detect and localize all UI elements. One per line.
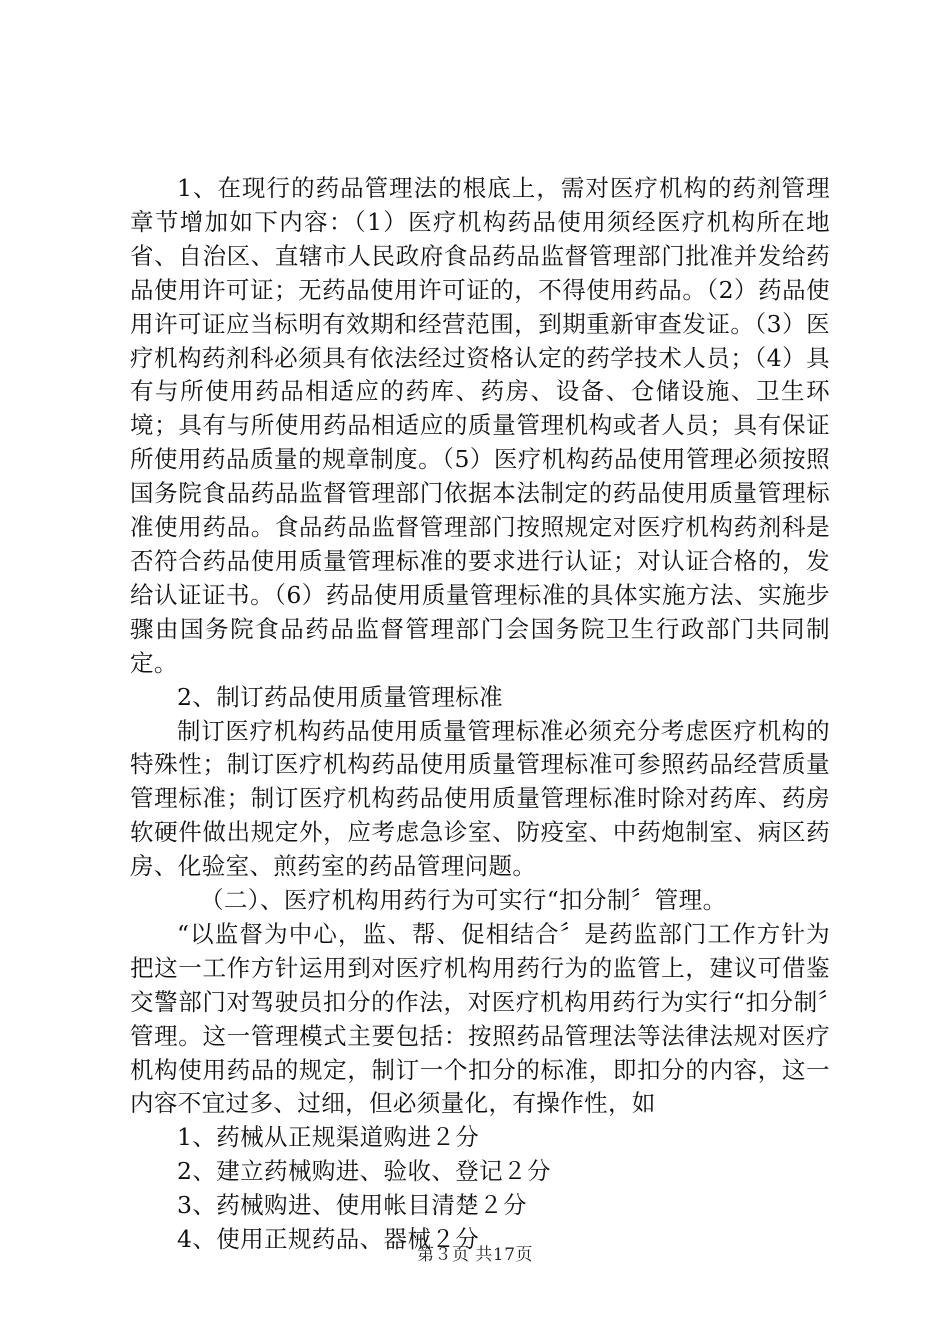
paragraph-drug-law-amendment: 1、在现行的药品管理法的根底上，需对医疗机构的药剂管理章节增加如下内容：（1）医疗机构药品使用须经医疗机构所在地省、自治区、直辖市人民政府食品药品监督管理部门批准并发给药品使用许可证；无药品使用许可证的，不得使用药品。（2）药品使用许可证应当标明有效期和经营范围，到期重新审查发证。（3）医疗机构药剂科必须具有依法经过资格认定的药学技术人员；（4）具有与所使用药品相适应的药库、药房、设备、仓储设施、卫生环境；具有与所使用药品相适应的质量管理机构或者人员；具有保证所使用药品质量的规章制度。（5）医疗机构药品使用管理必须按照国务院食品药品监督管理部门依据本法制定的药品使用质量管理标准使用药品。食品药品监督管理部门按照规定对医疗机构药剂科是否符合药品使用质量管理标准的要求进行认证；对认证合格的，发给认证证书。（6）药品使用质量管理标准的具体实施方法、实施步骤由国务院食品药品监督管理部门会国务院卫生行政部门共同制定。 — [130, 174, 830, 677]
paragraph-heading-standard: 2、制订药品使用质量管理标准 — [177, 682, 504, 711]
list-item-deduction-1: 1、药械从正规渠道购进２分 — [177, 1123, 480, 1152]
list-item-deduction-4: 4、使用正规药品、器械２分 — [177, 1225, 480, 1254]
list-item-deduction-3: 3、药械购进、使用帐目清楚２分 — [177, 1191, 527, 1220]
list-item-deduction-2: 2、建立药械购进、验收、登记２分 — [177, 1157, 551, 1186]
page-footer: 第３页 共17页 — [416, 1245, 534, 1265]
paragraph-standard-details: 制订医疗机构药品使用质量管理标准必须充分考虑医疗机构的特殊性；制订医疗机构药品使用质量管理标准可参照药品经营质量管理标准；制订医疗机构药品使用质量管理标准时除对药库、药房软硬件做出规定外，应考虑急诊室、防疫室、中药炮制室、病区药房、化验室、煎药室的药品管理问题。 — [130, 716, 830, 881]
paragraph-heading-deduction: （二）、医疗机构用药行为可实行“扣分制〞管理。 — [200, 886, 727, 915]
paragraph-deduction-details: “以监督为中心，监、帮、促相结合〞是药监部门工作方针为把这一工作方针运用到对医疗机构用药行为的监管上，建议可借鉴交警部门对驾驶员扣分的作法，对医疗机构用药行为实行“扣分制〞管理。这一管理模式主要包括：按照药品管理法等法律法规对医疗机构使用药品的规定，制订一个扣分的标准，即扣分的内容，这一内容不宜过多、过细，但必须量化，有操作性，如 — [130, 919, 830, 1118]
document-body — [130, 172, 830, 1257]
